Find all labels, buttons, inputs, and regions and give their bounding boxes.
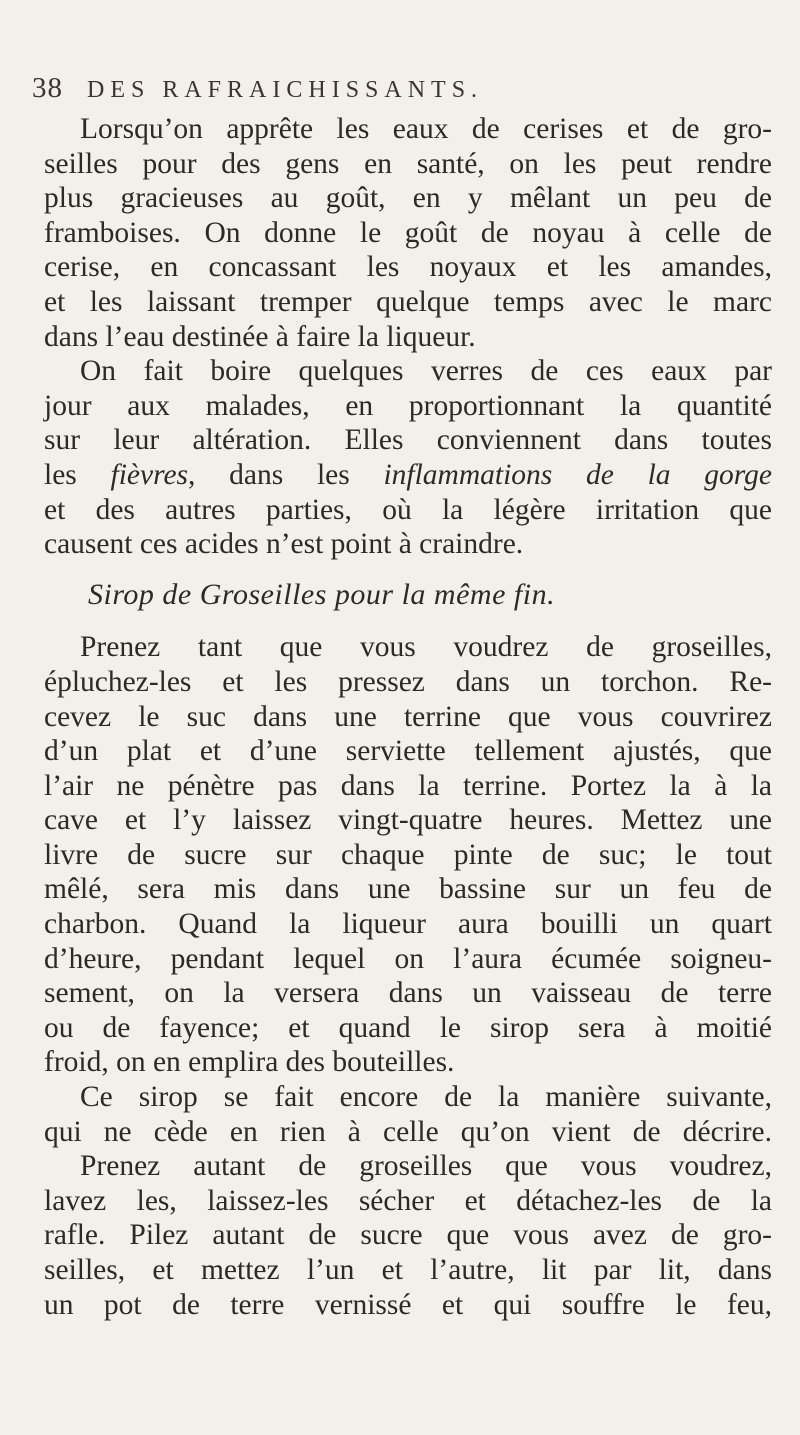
text-line: charbon. Quand la liqueur aura bouilli un quart bbox=[44, 908, 772, 941]
text-line: d’un plat et d’une serviette tellement ajustés, que bbox=[44, 735, 772, 768]
text-line: d’heure, pendant lequel on l’aura écumée soigneu- bbox=[44, 942, 772, 975]
text-line: froid, on en emplira des bouteilles. bbox=[44, 1046, 455, 1079]
text-line: cave et l’y laissez vingt-quatre heures. Mettez une bbox=[44, 804, 772, 837]
text-line: causent ces acides n’est point à craindre. bbox=[44, 528, 524, 561]
text-line: Prenez tant que vous voudrez de groseilles, bbox=[80, 631, 772, 664]
text-line: cevez le suc dans une terrine que vous couvrirez bbox=[44, 700, 772, 733]
text-line: Ce sirop se fait encore de la manière suivante, bbox=[80, 1081, 772, 1114]
text-line: livre de sucre sur chaque pinte de suc; le tout bbox=[44, 838, 772, 871]
text-line: un pot de terre vernissé et qui souffre le feu, bbox=[44, 1288, 772, 1321]
page-header bbox=[32, 72, 672, 108]
text-line: jour aux malades, en proportionnant la quantité bbox=[44, 389, 772, 422]
body-text bbox=[44, 112, 772, 1322]
text-line: l’air ne pénètre pas dans la terrine. Portez la à la bbox=[44, 769, 772, 802]
text-line: ou de fayence; et quand le sirop sera à moitié bbox=[44, 1011, 772, 1044]
recipe-paragraph-2 bbox=[44, 1080, 772, 1322]
text-line: sur leur altération. Elles conviennent dans toutes bbox=[44, 424, 772, 457]
text-line: Lorsqu’on apprête les eaux de cerises et de gro- bbox=[80, 113, 772, 145]
text-segment: , dans les bbox=[188, 458, 384, 491]
text-line: plus gracieuses au goût, en y mêlant un peu de bbox=[44, 182, 772, 215]
recipe-paragraph-1 bbox=[44, 630, 772, 1080]
text-line: mêlé, sera mis dans une bassine sur un feu de bbox=[44, 873, 772, 906]
section-heading: Sirop de Groseilles pour la même fin. bbox=[88, 577, 556, 611]
text-line: et les laissant tremper quelque temps avec le marc bbox=[44, 285, 772, 318]
text-line: cerise, en concassant les noyaux et les amandes, bbox=[44, 251, 772, 284]
paragraph-1 bbox=[44, 112, 772, 354]
text-line: lavez les, laissez-les sécher et détachez-les de la bbox=[44, 1184, 772, 1217]
text-line: On fait boire quelques verres de ces eaux par bbox=[80, 355, 772, 388]
italic-term: fièvres bbox=[110, 458, 189, 491]
text-line: et des autres parties, où la légère irritation que bbox=[44, 493, 772, 526]
text-line: sement, on la versera dans un vaisseau de terre bbox=[44, 977, 772, 1010]
text-line: dans l’eau destinée à faire la liqueur. bbox=[44, 320, 476, 353]
text-line: qui ne cède en rien à celle qu’on vient de décrire. bbox=[44, 1115, 772, 1148]
text-line: framboises. On donne le goût de noyau à celle de bbox=[44, 216, 772, 249]
paragraph-2 bbox=[44, 354, 772, 562]
text-line: seilles, et mettez l’un et l’autre, lit par lit, dans bbox=[44, 1254, 772, 1286]
italic-term: inflammations de la gorge bbox=[383, 458, 772, 491]
text-line: rafle. Pilez autant de sucre que vous avez de gro- bbox=[44, 1219, 772, 1252]
text-line: seilles pour des gens en santé, on les peut rendre bbox=[44, 147, 772, 180]
text-line: épluchez-les et les pressez dans un torchon. Re- bbox=[44, 665, 772, 698]
running-head: DES RAFRAICHISSANTS. bbox=[87, 77, 484, 103]
text-segment: les bbox=[44, 458, 111, 491]
page-number: 38 bbox=[32, 72, 63, 104]
text-line: Prenez autant de groseilles que vous voudrez, bbox=[80, 1150, 772, 1183]
text-line-mixed bbox=[44, 458, 772, 493]
